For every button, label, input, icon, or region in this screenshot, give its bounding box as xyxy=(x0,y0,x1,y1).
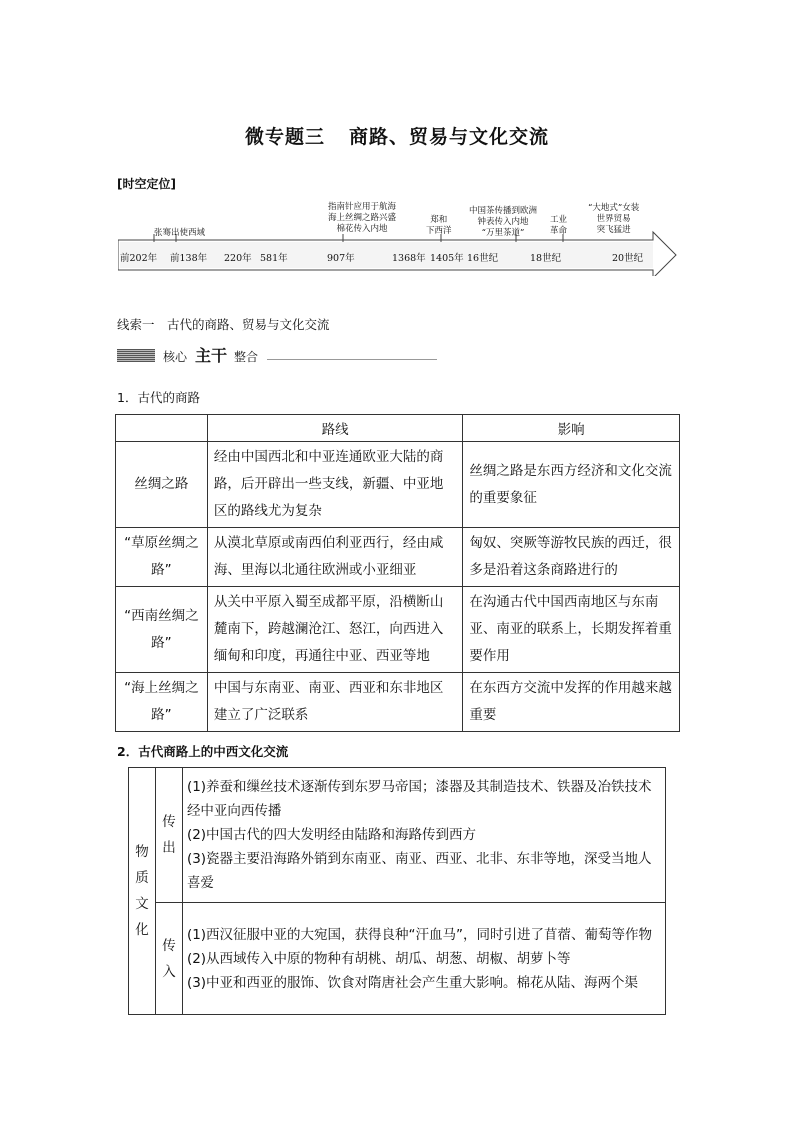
event-trade xyxy=(588,203,639,236)
clue-heading: 线索一 古代的商路、贸易与文化交流 xyxy=(117,317,330,332)
banner-line xyxy=(267,359,437,360)
table-row xyxy=(116,587,680,673)
table-header-row xyxy=(116,415,680,442)
year-label: 前202年 xyxy=(120,253,158,264)
heading-routes: 1．古代的商路 xyxy=(117,390,200,405)
table-row xyxy=(116,442,680,528)
timeline xyxy=(118,196,678,276)
year-label: 220年 xyxy=(224,253,252,264)
event-line: 郑和 xyxy=(430,215,448,225)
event-line: 张骞出使西域 xyxy=(154,228,206,238)
group-label xyxy=(156,809,182,861)
group-items xyxy=(182,903,665,1015)
vertical-char: 传 xyxy=(162,814,176,830)
title-left: 微专题三 xyxy=(244,126,325,148)
banner-bar xyxy=(117,349,155,362)
route-name: “海上丝绸之路” xyxy=(116,673,208,732)
event-line: 下西洋 xyxy=(426,226,452,236)
year-label: 18世纪 xyxy=(530,253,562,264)
list-item: (1)养蚕和缫丝技术逐渐传到东罗马帝国；漆器及其制造技术、铁器及冶铁技术经中亚向西传播 xyxy=(186,779,652,819)
year-label: 16世纪 xyxy=(467,253,499,264)
list-item: (3)中亚和西亚的服饰、饮食对隋唐社会产生重大影响。棉花从陆、海两个渠 xyxy=(186,974,639,991)
list-item: (3)瓷器主要沿海路外销到东南亚、南亚、西亚、北非、东非等地，深受当地人喜爱 xyxy=(186,851,652,891)
event-line: 世界贸易 xyxy=(596,214,631,224)
event-industrial xyxy=(550,215,567,237)
year-label: 前138年 xyxy=(170,253,208,264)
table-header: 影响 xyxy=(463,415,680,442)
vertical-char: 出 xyxy=(162,840,176,856)
banner-text: 核心 xyxy=(163,350,188,364)
vertical-char: 文 xyxy=(135,896,149,912)
route-impact: 在东西方交流中发挥的作用越来越重要 xyxy=(463,673,680,732)
route-impact: 匈奴、突厥等游牧民族的西迁，很多是沿着这条商路进行的 xyxy=(463,528,680,587)
event-zhenghe xyxy=(426,215,452,237)
vertical-char: 入 xyxy=(162,963,176,980)
list-item: (2)从西域传入中原的物种有胡桃、胡瓜、胡葱、胡椒、胡萝卜等 xyxy=(186,950,571,967)
year-label: 1368年 xyxy=(392,253,426,264)
section-label: [时空定位] xyxy=(117,177,176,191)
table-row xyxy=(129,903,666,1015)
event-line: 钟表传入内地 xyxy=(477,217,529,227)
event-line: 中国茶传播到欧洲 xyxy=(469,206,538,216)
group-cell xyxy=(155,903,182,1015)
group-cell xyxy=(155,768,182,903)
route-path: 经由中国西北和中亚连通欧亚大陆的商路，后开辟出一些支线，新疆、中亚地区的路线尤为复杂 xyxy=(207,442,463,528)
group-items xyxy=(182,768,665,903)
year-label: 20世纪 xyxy=(612,253,644,264)
event-line: 工业 xyxy=(550,215,568,225)
vertical-char: 物 xyxy=(135,844,149,860)
event-line: 指南针应用于航海 xyxy=(328,202,397,212)
vertical-char: 质 xyxy=(135,870,149,886)
event-line: 棉花传入内地 xyxy=(336,224,388,234)
vertical-char: 化 xyxy=(135,922,149,938)
section-banner xyxy=(117,342,437,366)
route-name: “草原丝绸之路” xyxy=(116,528,208,587)
route-path: 从漠北草原或南西伯利亚西行，经由咸海、里海以北通往欧洲或小亚细亚 xyxy=(207,528,463,587)
banner-text-bold: 主干 xyxy=(195,346,228,365)
route-name: 丝绸之路 xyxy=(116,442,208,528)
table-header: 路线 xyxy=(207,415,463,442)
event-compass xyxy=(328,202,396,235)
year-label: 1405年 xyxy=(430,253,464,264)
table-row xyxy=(116,673,680,732)
category-cell xyxy=(129,768,156,1015)
route-impact: 在沟通古代中国西南地区与东南亚、南亚的联系上，长期发挥着重要作用 xyxy=(463,587,680,673)
event-zhangqian xyxy=(154,228,205,239)
route-path: 从关中平原入蜀至成都平原，沿横断山麓南下，跨越澜沧江、怒江，向西进入缅甸和印度，再通往中亚、西亚等地 xyxy=(207,587,463,673)
event-line: “大地式”女装 xyxy=(588,203,640,213)
list-item: (1)西汉征服中亚的大宛国，获得良种“汗血马”，同时引进了苜蓿、葡萄等作物 xyxy=(186,926,653,943)
route-name: “西南丝绸之路” xyxy=(116,587,208,673)
route-path: 中国与东南亚、南亚、西亚和东非地区建立了广泛联系 xyxy=(207,673,463,732)
page-title xyxy=(0,122,794,149)
event-line: 革命 xyxy=(550,226,568,236)
group-label xyxy=(156,933,182,985)
list-item: (2)中国古代的四大发明经由陆路和海路传到西方 xyxy=(186,827,477,843)
year-label: 907年 xyxy=(327,253,355,264)
event-line: “万里茶道” xyxy=(481,228,525,238)
table-row xyxy=(129,768,666,903)
table-row xyxy=(116,528,680,587)
exchange-table xyxy=(128,767,666,1015)
event-line: 海上丝绸之路兴盛 xyxy=(328,213,397,223)
routes-table xyxy=(115,414,680,732)
route-impact: 丝绸之路是东西方经济和文化交流的重要象征 xyxy=(463,442,680,528)
year-label: 581年 xyxy=(260,253,288,264)
event-line: 突飞猛进 xyxy=(596,225,631,235)
banner-text: 整合 xyxy=(234,350,259,364)
table-header xyxy=(116,415,208,442)
event-tea xyxy=(469,206,537,239)
category-label xyxy=(129,839,155,943)
title-right: 商路、贸易与文化交流 xyxy=(349,126,550,148)
vertical-char: 传 xyxy=(162,937,176,954)
heading-exchange: 2．古代商路上的中西文化交流 xyxy=(117,744,289,759)
